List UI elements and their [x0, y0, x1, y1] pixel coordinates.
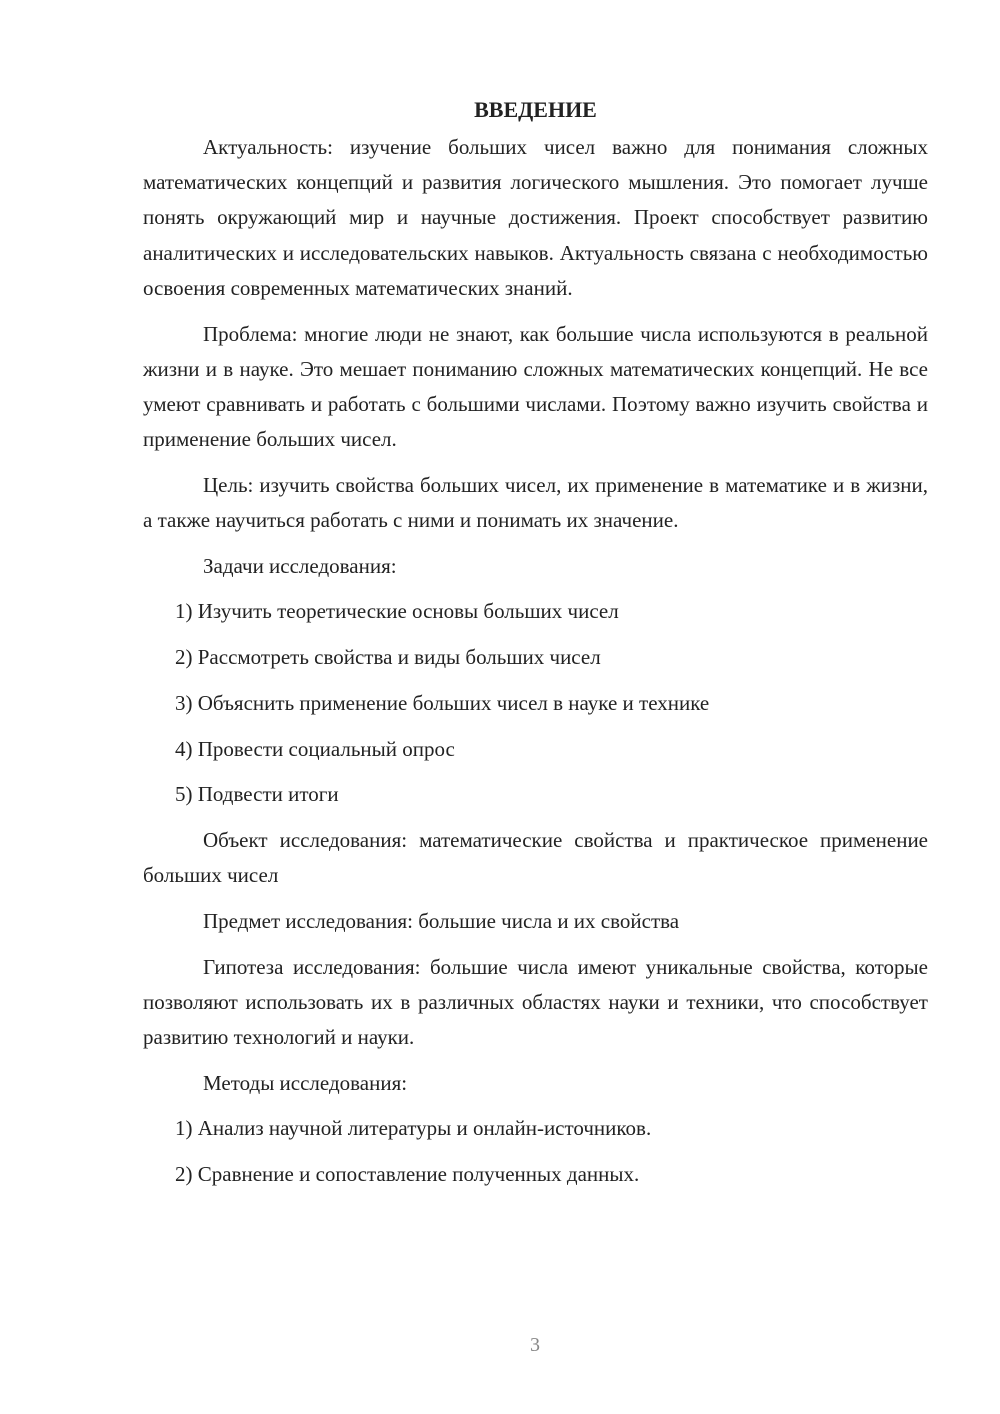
page-number: 3: [530, 1334, 540, 1356]
object-paragraph: Объект исследования: математические свойства и практическое применение больших чисел: [143, 827, 928, 888]
hypothesis-paragraph: Гипотеза исследования: большие числа имеют уникальные свойства, которые позволяют использовать их в различных областях науки и техники, что способствует развитию технологий и науки.: [143, 954, 928, 1049]
methods-list: [143, 1111, 928, 1192]
list-item: 2) Сравнение и сопоставление полученных данных.: [175, 1162, 640, 1187]
tasks-list: [143, 594, 928, 812]
list-item: 5) Подвести итоги: [175, 782, 339, 807]
methods-heading: Методы исследования:: [203, 1070, 408, 1095]
list-item: 4) Провести социальный опрос: [175, 736, 455, 761]
list-item: 1) Анализ научной литературы и онлайн-источников.: [175, 1116, 652, 1141]
tasks-heading: Задачи исследования:: [203, 553, 397, 578]
relevance-paragraph: Актуальность: изучение больших чисел важно для понимания сложных математических концепций и развития логического мышления. Это помогает лучше понять окружающий мир и научные достижения. Проект способствует развитию аналитических и исследовательских навыков. Актуальность связана с необходимостью освоения современных математических знаний.: [143, 135, 928, 300]
problem-paragraph: Проблема: многие люди не знают, как большие числа используются в реальной жизни и в науке. Это мешает пониманию сложных математических концепций. Не все умеют сравнивать и работать с большими числами. Поэтому важно изучить свойства и применение больших чисел.: [143, 321, 928, 452]
page-title: ВВЕДЕНИЕ: [474, 97, 597, 122]
subject-paragraph: Предмет исследования: большие числа и их свойства: [203, 908, 680, 933]
list-item: 1) Изучить теоретические основы больших чисел: [175, 599, 619, 624]
document-page: [143, 94, 928, 1203]
list-item: 3) Объяснить применение больших чисел в науке и технике: [175, 690, 710, 715]
goal-paragraph: Цель: изучить свойства больших чисел, их применение в математике и в жизни, а также научиться работать с ними и понимать их значение.: [143, 472, 928, 533]
list-item: 2) Рассмотреть свойства и виды больших чисел: [175, 645, 601, 670]
